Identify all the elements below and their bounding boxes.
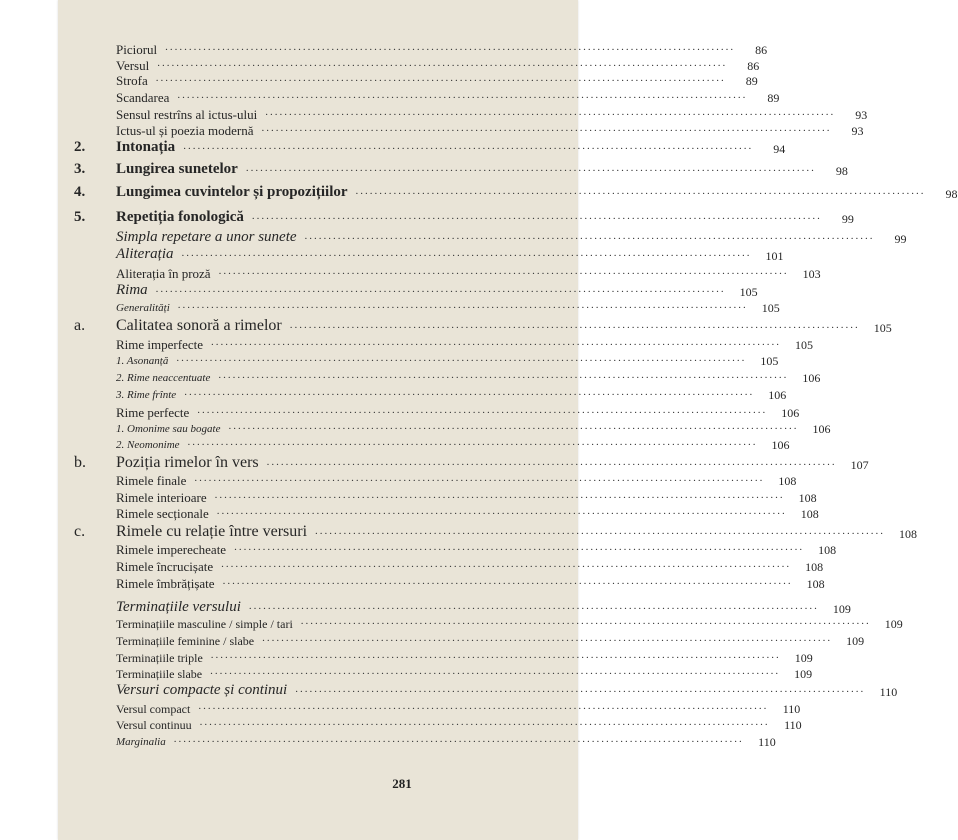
- toc-entry: [116, 246, 784, 263]
- toc-entry-title: Rimele secționale: [116, 506, 209, 521]
- toc-entry: [116, 632, 865, 648]
- dot-leader: ........................................................................................................................: [222, 575, 793, 587]
- dot-leader: ........................................................................................................................: [157, 57, 728, 69]
- toc-entry-page: 107: [850, 458, 869, 472]
- toc-entry: [116, 575, 825, 591]
- toc-entry: [116, 336, 813, 352]
- toc-entry-title: Rimele finale: [116, 473, 187, 488]
- toc-entry-page: 99: [894, 232, 907, 246]
- toc-entry: [74, 161, 848, 178]
- dot-leader: ........................................................................................................................: [262, 632, 833, 644]
- dot-leader: ........................................................................................................................: [295, 683, 866, 695]
- toc-entry-page: 108: [800, 507, 819, 521]
- toc-entry: [116, 386, 787, 402]
- dot-leader: ........................................................................................................................: [177, 89, 748, 101]
- toc-entry: [74, 317, 892, 335]
- toc-entry: [116, 682, 898, 699]
- toc-entry-title: Intonația: [116, 139, 176, 155]
- dot-leader: ........................................................................................................................: [184, 386, 755, 398]
- toc-entry-page: 89: [745, 74, 758, 88]
- toc-entry: [116, 282, 758, 299]
- dot-leader: ........................................................................................................................: [165, 41, 736, 53]
- toc-entry-page: 106: [802, 371, 821, 385]
- toc-entry-page: 105: [873, 321, 892, 335]
- toc-entry: [116, 558, 824, 574]
- toc-entry-title: Versul continuu: [116, 718, 192, 732]
- toc-entry-title: Terminațiile feminine / slabe: [116, 634, 255, 648]
- toc-entry: [74, 184, 958, 201]
- toc-entry-page: 105: [795, 338, 813, 352]
- dot-leader: ........................................................................................................................: [304, 230, 875, 242]
- dot-leader: ........................................................................................................................: [177, 299, 748, 311]
- toc-entry-page: 101: [765, 249, 784, 263]
- dot-leader: ........................................................................................................................: [176, 352, 747, 364]
- toc-entry-title: Rime perfecte: [116, 405, 190, 420]
- dot-leader: ........................................................................................................................: [234, 541, 805, 553]
- toc-entry-title: Aliterația în proză: [116, 266, 211, 281]
- dot-leader: ........................................................................................................................: [187, 436, 758, 448]
- toc-entry-title: Lungimea cuvintelor și propozițiilor: [116, 184, 348, 200]
- dot-leader: ........................................................................................................................: [194, 472, 765, 484]
- toc-entry-title: Rimele interioare: [116, 490, 207, 505]
- toc-entry-page: 109: [846, 634, 865, 648]
- toc-entry: [116, 489, 817, 505]
- dot-leader: ........................................................................................................................: [211, 336, 781, 348]
- toc-entry: [116, 89, 780, 105]
- toc-entry-title: Rimele îmbrățișate: [116, 576, 215, 591]
- toc-entry-page: 86: [747, 59, 760, 73]
- toc-entry: [116, 352, 779, 368]
- toc-entry-number: c.: [74, 523, 86, 540]
- toc-entry-page: 106: [768, 388, 787, 402]
- toc-entry-title: 1. Omonime sau bogate: [116, 423, 221, 435]
- toc-entry: [74, 139, 786, 156]
- toc-entry-page: 108: [818, 543, 837, 557]
- toc-entry-page: 106: [812, 422, 831, 436]
- toc-entry: [116, 72, 758, 88]
- toc-entry-title: Terminațiile slabe: [116, 667, 203, 681]
- toc-entry-title: Rima: [116, 282, 148, 298]
- toc-entry: [116, 615, 903, 631]
- toc-entry-title: Versul: [116, 58, 150, 73]
- toc-entry: [116, 505, 819, 521]
- dot-leader: ........................................................................................................................: [216, 505, 787, 517]
- toc-entry-page: 109: [794, 667, 813, 681]
- toc-entry-page: 110: [782, 702, 801, 716]
- toc-entry-number: 3.: [74, 161, 86, 177]
- toc-entry-page: 108: [806, 577, 825, 591]
- toc-entry: [116, 541, 837, 557]
- toc-entry-page: 93: [851, 124, 864, 138]
- dot-leader: ........................................................................................................................: [228, 420, 799, 432]
- toc-entry-title: Scandarea: [116, 90, 170, 105]
- dot-leader: ........................................................................................................................: [261, 122, 832, 134]
- toc-entry: [116, 649, 813, 665]
- dot-leader: ........................................................................................................................: [214, 489, 785, 501]
- toc-entry-title: Marginalia: [116, 736, 166, 748]
- dot-leader: ........................................................................................................................: [183, 140, 754, 152]
- book-page: [58, 0, 958, 840]
- toc-entry: [116, 420, 831, 436]
- toc-entry: [116, 106, 868, 122]
- toc-entry-title: Terminațiile masculine / simple / tari: [116, 617, 293, 631]
- toc-entry: [74, 209, 854, 226]
- toc-entry-page: 105: [761, 301, 780, 315]
- toc-entry-title: Rime imperfecte: [116, 337, 203, 352]
- toc-entry: [116, 436, 790, 452]
- dot-leader: ........................................................................................................................: [173, 733, 744, 745]
- toc-entry: [116, 369, 821, 385]
- toc-entry-page: 108: [899, 527, 918, 541]
- dot-leader: ........................................................................................................................: [221, 558, 792, 570]
- toc-entry-title: Versul compact: [116, 702, 191, 716]
- toc-entry-title: Strofa: [116, 73, 148, 88]
- dot-leader: ........................................................................................................................: [218, 369, 789, 381]
- toc-entry-page: 108: [805, 560, 824, 574]
- dot-leader: ........................................................................................................................: [289, 319, 860, 331]
- toc-entry-page: 94: [773, 142, 786, 156]
- toc-entry-title: Rimele încrucișate: [116, 559, 214, 574]
- toc-entry: [116, 229, 907, 246]
- dot-leader: ........................................................................................................................: [245, 162, 816, 174]
- toc-entry-page: 109: [832, 602, 851, 616]
- toc-entry-page: 109: [794, 651, 813, 665]
- toc-entry-number: 2.: [74, 139, 86, 155]
- toc-entry-title: Sensul restrîns al ictus-ului: [116, 107, 258, 122]
- toc-entry: [116, 700, 801, 716]
- toc-entry-title: 1. Asonanță: [116, 355, 169, 367]
- toc-entry-page: 98: [945, 187, 958, 201]
- toc-entry-title: Terminațiile versului: [116, 599, 241, 615]
- toc-entry: [116, 122, 864, 138]
- toc-entry: [116, 265, 821, 281]
- toc-entry-page: 109: [884, 617, 903, 631]
- dot-leader: ........................................................................................................................: [155, 283, 726, 295]
- toc-entry: [116, 472, 797, 488]
- dot-leader: ........................................................................................................................: [265, 106, 836, 118]
- toc-entry: [116, 665, 813, 681]
- toc-entry-number: b.: [74, 454, 86, 471]
- dot-leader: ........................................................................................................................: [266, 456, 837, 468]
- toc-entry-title: Rimele imperecheate: [116, 542, 227, 557]
- toc-entry: [74, 454, 869, 472]
- dot-leader: ........................................................................................................................: [315, 525, 886, 537]
- dot-leader: ........................................................................................................................: [355, 185, 926, 197]
- dot-leader: ........................................................................................................................: [155, 72, 726, 84]
- toc-entry: [116, 599, 851, 616]
- toc-entry: [116, 404, 800, 420]
- toc-entry-title: Aliterația: [116, 246, 174, 262]
- dot-leader: ........................................................................................................................: [210, 649, 781, 661]
- dot-leader: ........................................................................................................................: [300, 615, 871, 627]
- toc-entry-page: 103: [802, 267, 821, 281]
- toc-entry-page: 110: [784, 718, 802, 732]
- toc-entry-title: Lungirea sunetelor: [116, 161, 238, 177]
- toc-entry: [116, 41, 768, 57]
- toc-entry-page: 110: [758, 735, 776, 749]
- page-number: 281: [392, 776, 412, 791]
- dot-leader: ........................................................................................................................: [251, 210, 822, 222]
- toc-entry-title: Poziția rimelor în vers: [116, 454, 259, 471]
- toc-entry-title: Terminațiile triple: [116, 651, 203, 665]
- toc-entry-page: 86: [755, 43, 768, 57]
- toc-entry-title: Rimele cu relație între versuri: [116, 523, 308, 540]
- toc-entry-title: 3. Rime frînte: [116, 389, 177, 401]
- dot-leader: ........................................................................................................................: [248, 600, 819, 612]
- toc-entry-page: 108: [798, 491, 817, 505]
- toc-entry-page: 89: [767, 91, 780, 105]
- toc-entry-page: 105: [760, 354, 779, 368]
- toc-entry-title: Generalități: [116, 302, 170, 314]
- dot-leader: ........................................................................................................................: [199, 716, 770, 728]
- dot-leader: ........................................................................................................................: [210, 665, 781, 677]
- toc-entry-page: 105: [739, 285, 758, 299]
- toc-entry-title: Piciorul: [116, 42, 158, 57]
- toc-entry-number: 4.: [74, 184, 86, 200]
- toc-entry-page: 108: [778, 474, 797, 488]
- toc-entry: [116, 299, 780, 315]
- toc-entry-title: Ictus-ul și poezia modernă: [116, 123, 254, 138]
- toc-entry-page: 110: [879, 685, 898, 699]
- toc-entry-title: Calitatea sonoră a rimelor: [116, 317, 282, 334]
- dot-leader: ........................................................................................................................: [197, 404, 768, 416]
- toc-entry-number: a.: [74, 317, 86, 334]
- toc-entry-title: 2. Neomonime: [116, 439, 180, 451]
- toc-entry-title: 2. Rime neaccentuate: [116, 372, 211, 384]
- toc-entry-title: Repetiția fonologică: [116, 209, 244, 225]
- toc-entry-title: Versuri compacte și continui: [116, 682, 288, 698]
- toc-entry: [116, 57, 760, 73]
- toc-entry-page: 106: [781, 406, 800, 420]
- toc-entry: [116, 716, 802, 732]
- toc-entry-page: 106: [771, 438, 790, 452]
- toc-entry-number: 5.: [74, 209, 86, 225]
- toc-entry: [74, 523, 918, 541]
- dot-leader: ........................................................................................................................: [181, 247, 752, 259]
- dot-leader: ........................................................................................................................: [218, 265, 789, 277]
- toc-entry-page: 99: [841, 212, 854, 226]
- toc-entry-title: Simpla repetare a unor sunete: [116, 229, 297, 245]
- dot-leader: ........................................................................................................................: [198, 700, 769, 712]
- toc-entry-page: 93: [855, 108, 868, 122]
- toc-entry-page: 98: [835, 164, 848, 178]
- toc-entry: [116, 733, 776, 749]
